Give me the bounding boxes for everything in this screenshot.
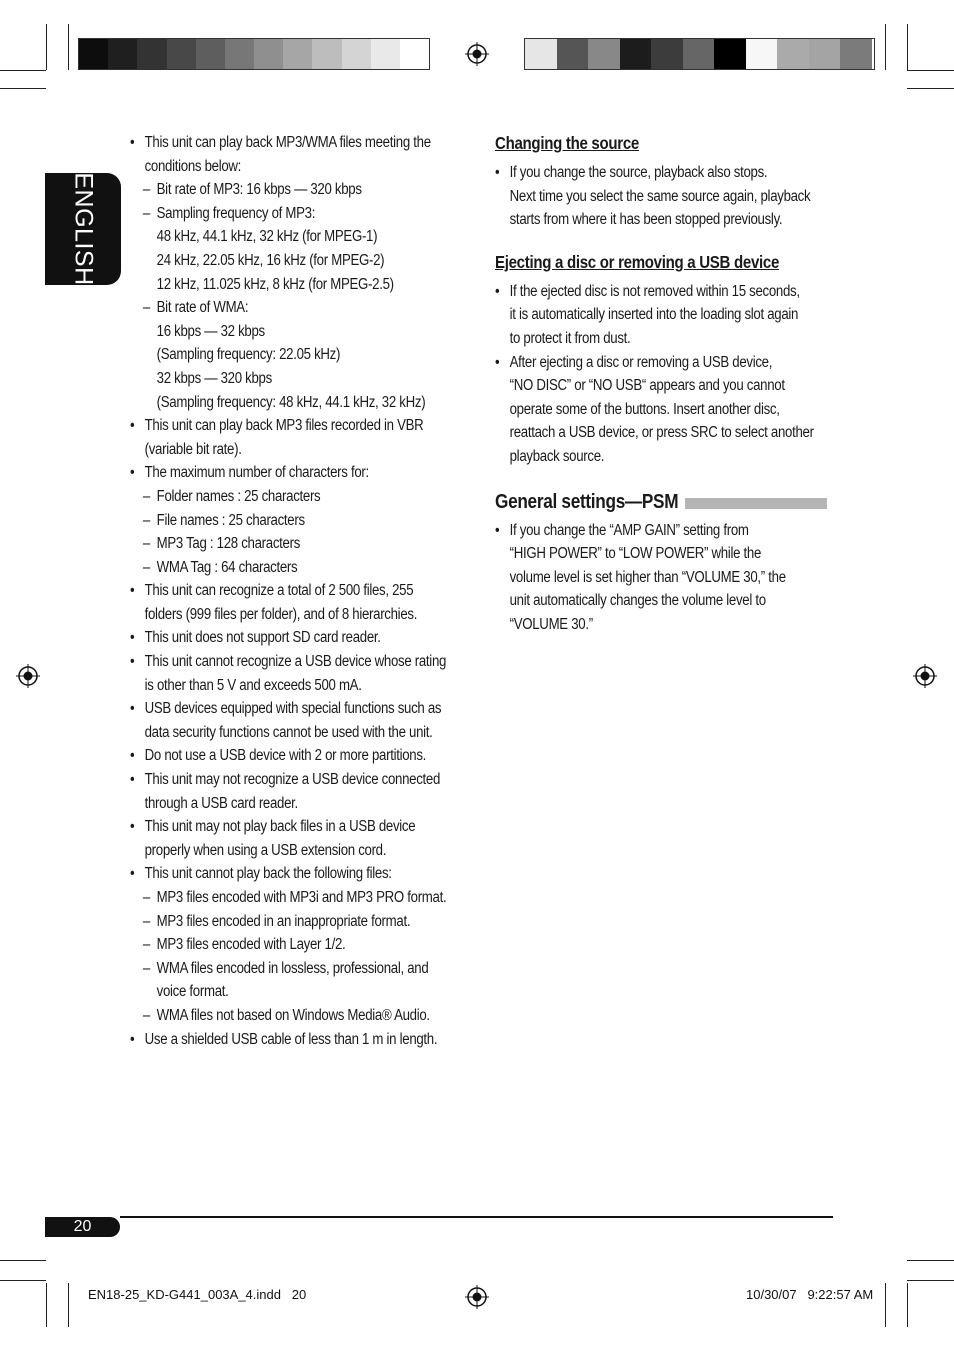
crop-mark bbox=[46, 24, 47, 70]
list-item: – File names : 25 characters bbox=[130, 509, 470, 533]
list-item: • This unit can recognize a total of 2 500 files, 255 bbox=[130, 579, 470, 603]
list-item: • If you change the source, playback also stops. bbox=[495, 161, 835, 185]
color-swatch bbox=[809, 39, 841, 69]
color-swatch bbox=[777, 39, 809, 69]
list-item: – WMA files not based on Windows Media® Audio. bbox=[130, 1004, 470, 1028]
color-swatch bbox=[342, 39, 371, 69]
registration-mark-icon bbox=[16, 664, 40, 688]
list-item: playback source. bbox=[509, 447, 605, 465]
crop-mark bbox=[907, 1260, 954, 1261]
list-item: unit automatically changes the volume level to bbox=[509, 592, 766, 610]
crop-mark bbox=[68, 24, 69, 70]
list-item: – MP3 files encoded in an inappropriate format. bbox=[130, 910, 470, 934]
color-swatch bbox=[683, 39, 715, 69]
list-item: – MP3 files encoded with MP3i and MP3 PRO format. bbox=[130, 886, 470, 910]
list-item: – Bit rate of WMA: bbox=[130, 296, 470, 320]
registration-mark-icon bbox=[465, 42, 489, 66]
list-item: through a USB card reader. bbox=[144, 794, 298, 812]
color-swatch bbox=[714, 39, 746, 69]
list-item: operate some of the buttons. Insert another disc, bbox=[509, 400, 780, 418]
crop-mark bbox=[907, 70, 954, 71]
list-item: • This unit may not play back files in a USB device bbox=[130, 815, 470, 839]
list-item: “HIGH POWER” to “LOW POWER” while the bbox=[509, 545, 762, 563]
footer-file-info: EN18-25_KD-G441_003A_4.indd 20 bbox=[88, 1287, 307, 1302]
right-column bbox=[495, 131, 835, 637]
list-item: • This unit can play back MP3 files recorded in VBR bbox=[130, 414, 470, 438]
section-heading-ejecting: Ejecting a disc or removing a USB device bbox=[495, 251, 780, 272]
color-swatch bbox=[108, 39, 137, 69]
crop-mark bbox=[0, 70, 46, 71]
color-swatch bbox=[79, 39, 108, 69]
list-item: to protect it from dust. bbox=[509, 329, 631, 347]
color-swatch bbox=[840, 39, 872, 69]
list-item: – Bit rate of MP3: 16 kbps — 320 kbps bbox=[130, 178, 470, 202]
crop-mark bbox=[907, 1280, 954, 1281]
registration-mark-icon bbox=[465, 1285, 489, 1309]
color-calibration-bar-right bbox=[524, 38, 875, 70]
list-item: conditions below: bbox=[144, 157, 242, 175]
list-item: voice format. bbox=[156, 983, 229, 1001]
color-swatch bbox=[254, 39, 283, 69]
color-swatch bbox=[371, 39, 400, 69]
list-item: (variable bit rate). bbox=[144, 440, 242, 458]
list-item: – WMA Tag : 64 characters bbox=[130, 556, 470, 580]
mp3-wma-notes-list bbox=[130, 131, 470, 1051]
heading-rule bbox=[685, 498, 827, 509]
list-item: properly when using a USB extension cord. bbox=[144, 841, 387, 859]
list-item: • This unit cannot play back the following files: bbox=[130, 862, 470, 886]
list-item: (Sampling frequency: 48 kHz, 44.1 kHz, 32 kHz) bbox=[156, 393, 426, 411]
list-item: • The maximum number of characters for: bbox=[130, 461, 470, 485]
bottom-rule bbox=[120, 1216, 833, 1218]
list-item: 32 kbps — 320 kbps bbox=[156, 369, 272, 387]
list-item: • Use a shielded USB cable of less than 1 m in length. bbox=[130, 1028, 470, 1052]
page-number: 20 bbox=[45, 1217, 120, 1237]
ejecting-list bbox=[495, 280, 835, 469]
color-calibration-bar-left bbox=[78, 38, 430, 70]
color-swatch bbox=[225, 39, 254, 69]
list-item: 24 kHz, 22.05 kHz, 16 kHz (for MPEG-2) bbox=[156, 251, 385, 269]
crop-mark bbox=[0, 1280, 46, 1281]
list-item: • Do not use a USB device with 2 or more partitions. bbox=[130, 744, 470, 768]
list-item: volume level is set higher than “VOLUME 30,” the bbox=[509, 568, 786, 586]
list-item: starts from where it has been stopped previously. bbox=[509, 211, 783, 229]
color-swatch bbox=[137, 39, 166, 69]
list-item: – MP3 files encoded with Layer 1/2. bbox=[130, 933, 470, 957]
list-item: • This unit may not recognize a USB device connected bbox=[130, 768, 470, 792]
registration-mark-icon bbox=[913, 664, 937, 688]
list-item: (Sampling frequency: 22.05 kHz) bbox=[156, 346, 341, 364]
crop-mark bbox=[907, 1283, 908, 1327]
crop-mark bbox=[885, 1283, 886, 1327]
list-item: reattach a USB device, or press SRC to select another bbox=[509, 424, 814, 442]
color-swatch bbox=[400, 39, 429, 69]
color-swatch bbox=[588, 39, 620, 69]
list-item: – WMA files encoded in lossless, professional, and bbox=[130, 957, 470, 981]
color-swatch bbox=[283, 39, 312, 69]
list-item: – MP3 Tag : 128 characters bbox=[130, 532, 470, 556]
color-swatch bbox=[196, 39, 225, 69]
section-heading-changing-source: Changing the source bbox=[495, 133, 639, 153]
crop-mark bbox=[907, 24, 908, 70]
list-item: • This unit can play back MP3/WMA files meeting the bbox=[130, 131, 470, 155]
list-item: • If you change the “AMP GAIN” setting from bbox=[495, 519, 835, 543]
list-item: it is automatically inserted into the loading slot again bbox=[509, 306, 799, 324]
color-swatch bbox=[651, 39, 683, 69]
list-item: 12 kHz, 11.025 kHz, 8 kHz (for MPEG-2.5) bbox=[156, 275, 394, 293]
footer-timestamp: 10/30/07 9:22:57 AM bbox=[746, 1287, 874, 1302]
list-item: 48 kHz, 44.1 kHz, 32 kHz (for MPEG-1) bbox=[156, 228, 378, 246]
crop-mark bbox=[885, 24, 886, 70]
list-item: • This unit does not support SD card reader. bbox=[130, 626, 470, 650]
list-item: Next time you select the same source again, playback bbox=[509, 187, 811, 205]
list-item: “VOLUME 30.” bbox=[509, 615, 593, 633]
list-item: 16 kbps — 32 kbps bbox=[156, 322, 265, 340]
crop-mark bbox=[46, 1283, 47, 1327]
crop-mark bbox=[907, 88, 954, 89]
color-swatch bbox=[620, 39, 652, 69]
color-swatch bbox=[557, 39, 589, 69]
color-swatch bbox=[312, 39, 341, 69]
crop-mark bbox=[0, 1260, 46, 1261]
crop-mark bbox=[68, 1283, 69, 1327]
list-item: • This unit cannot recognize a USB device whose rating bbox=[130, 650, 470, 674]
color-swatch bbox=[167, 39, 196, 69]
section-heading-general-settings-text: General settings—PSM bbox=[495, 490, 679, 513]
color-swatch bbox=[746, 39, 778, 69]
list-item: • After ejecting a disc or removing a USB device, bbox=[495, 351, 835, 375]
list-item: data security functions cannot be used with the unit. bbox=[144, 723, 433, 741]
list-item: “NO DISC” or “NO USB“ appears and you cannot bbox=[509, 377, 785, 395]
crop-mark bbox=[0, 88, 46, 89]
section-heading-general-settings bbox=[495, 489, 835, 515]
changing-source-list bbox=[495, 161, 835, 232]
list-item: is other than 5 V and exceeds 500 mA. bbox=[144, 676, 362, 694]
left-column bbox=[130, 131, 470, 1051]
list-item: folders (999 files per folder), and of 8 hierarchies. bbox=[144, 605, 418, 623]
list-item: – Sampling frequency of MP3: bbox=[130, 202, 470, 226]
list-item: • If the ejected disc is not removed within 15 seconds, bbox=[495, 280, 835, 304]
general-settings-list bbox=[495, 519, 835, 637]
language-tab-label: ENGLISH bbox=[69, 172, 98, 286]
color-swatch bbox=[525, 39, 557, 69]
list-item: – Folder names : 25 characters bbox=[130, 485, 470, 509]
list-item: • USB devices equipped with special functions such as bbox=[130, 697, 470, 721]
